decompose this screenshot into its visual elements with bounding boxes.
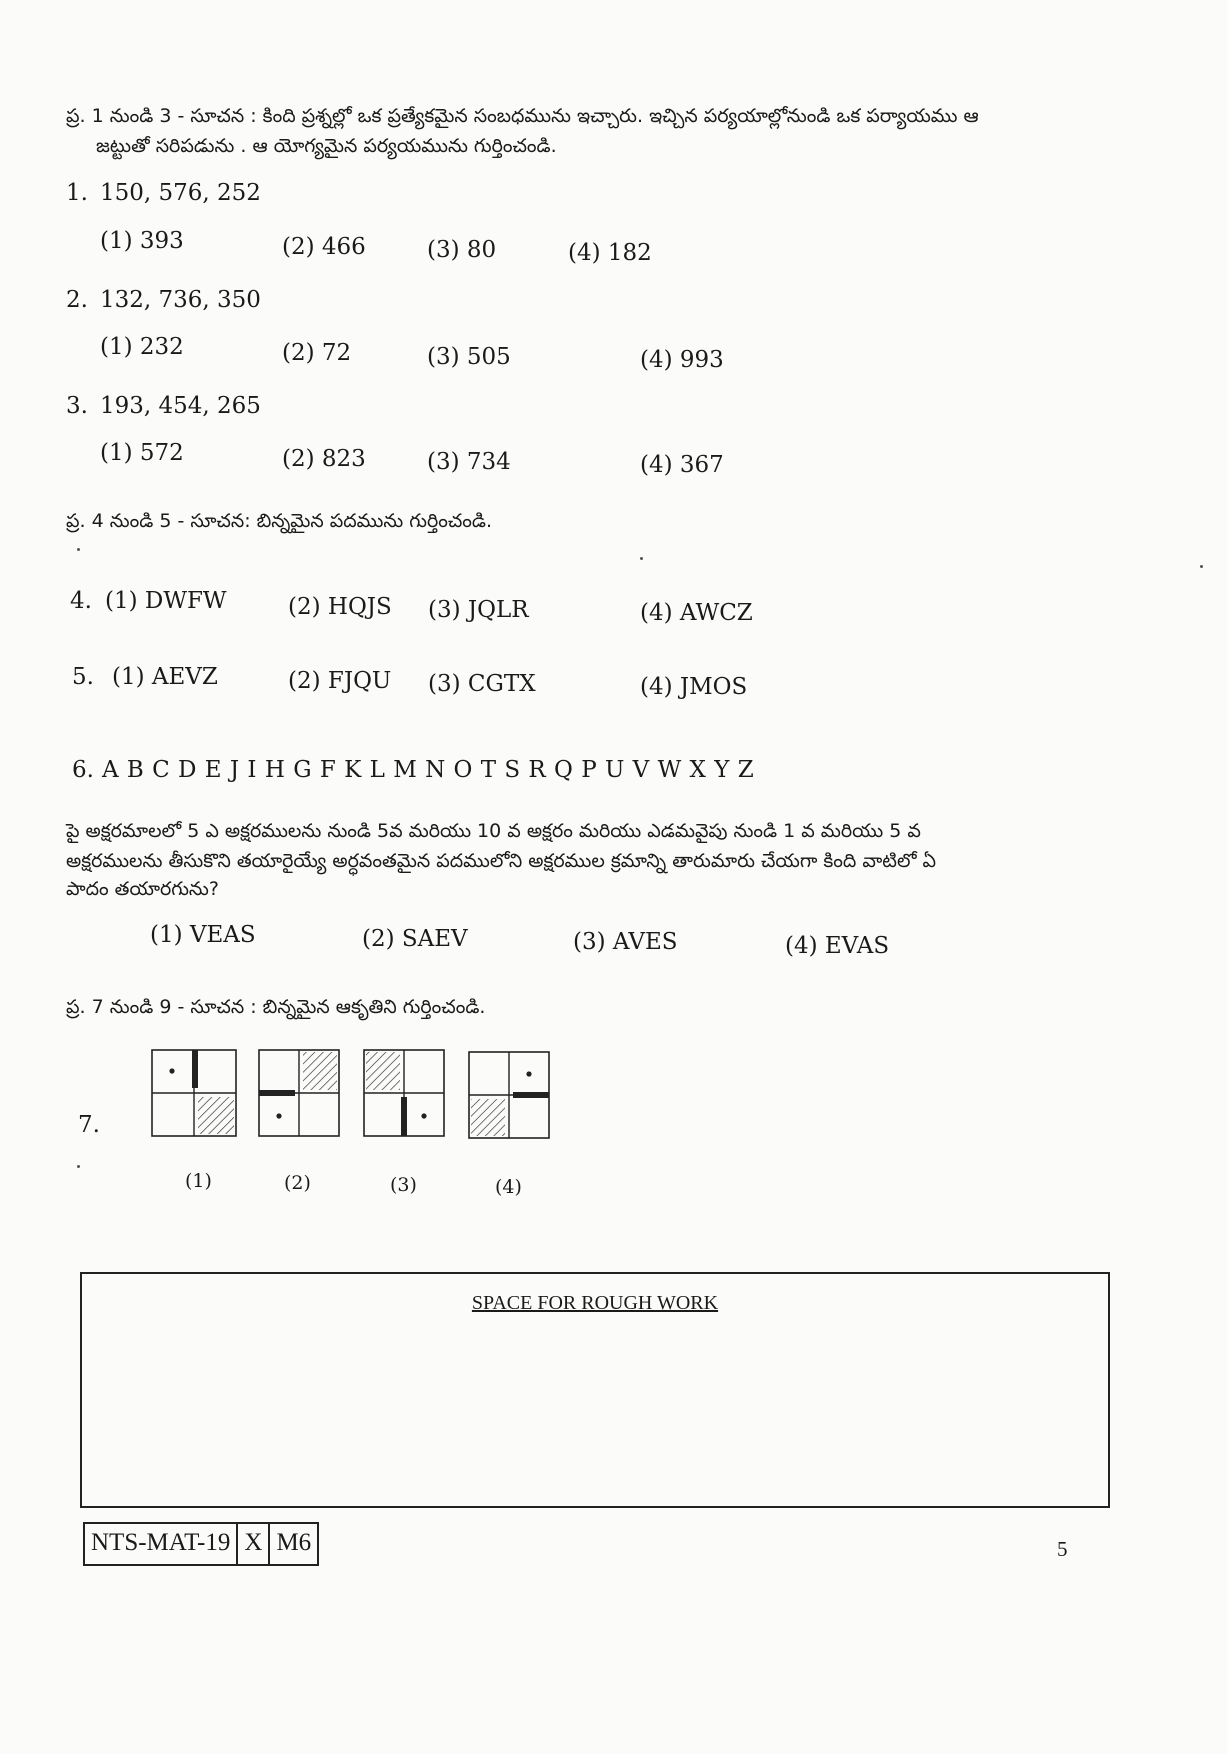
- question-number: 7.: [78, 1112, 100, 1138]
- figure-label: (4): [495, 1176, 522, 1198]
- question-text: 193, 454, 265: [100, 393, 261, 419]
- question-number: 3.: [66, 393, 88, 419]
- option: (2) 466: [282, 234, 366, 260]
- question-number: 1.: [66, 180, 88, 206]
- option: (3) 734: [427, 449, 511, 475]
- option: (3) CGTX: [428, 671, 536, 697]
- figure-4: [469, 1052, 549, 1138]
- instruction-q1-3-line2: జట్టుతో సరిపడును . ఆ యోగ్యమైన పర్యయమును గుర్తించండి.: [96, 135, 557, 157]
- option: (4) 993: [640, 347, 724, 373]
- figure-3: [364, 1050, 444, 1136]
- question-body-line1: పై అక్షరమాలలో 5 ఎ అక్షరములను నుండి 5వ మరియు 10 వ అక్షరం మరియు ఎడమవైపు నుండి 1 వ మరియు 5 వ: [66, 820, 921, 842]
- question-body-line3: పాదం తయారగును?: [66, 878, 219, 900]
- option: (2) FJQU: [288, 668, 392, 694]
- instruction-q4-5: ప్ర. 4 నుండి 5 - సూచన: బిన్నమైన పదమును గుర్తించండి.: [66, 510, 493, 532]
- option: (3) JQLR: [428, 597, 529, 623]
- section-code: X: [238, 1524, 270, 1564]
- option: (4) EVAS: [785, 933, 890, 959]
- option: (4) AWCZ: [640, 600, 753, 626]
- question-number: 4.: [70, 588, 92, 614]
- option: (1) 572: [100, 440, 184, 466]
- option: (4) 182: [568, 240, 652, 266]
- option: (3) 505: [427, 344, 511, 370]
- figure-1: [152, 1050, 236, 1136]
- question-body-line2: అక్షరములను తీసుకొని తయారైయ్యే అర్ధవంతమైన పదములోని అక్షరముల క్రమాన్ని తారుమారు చేయగా కింది వాటిలో ఏ: [66, 850, 937, 872]
- option: (3) AVES: [573, 929, 678, 955]
- option: (2) 823: [282, 446, 366, 472]
- figure-label: (1): [185, 1170, 212, 1192]
- option: (1) VEAS: [150, 922, 256, 948]
- paper-code: NTS-MAT-19: [85, 1524, 238, 1564]
- paper-code-box: [83, 1522, 319, 1566]
- alphabet-sequence: A B C D E J I H G F K L M N O T S R Q P U V W X Y Z: [102, 757, 755, 783]
- paper-id: M6: [276, 1529, 312, 1556]
- option: (1) AEVZ: [112, 664, 218, 690]
- option: (1) DWFW: [105, 588, 227, 614]
- question-number: 6.: [72, 757, 94, 783]
- option: (2) HQJS: [288, 594, 392, 620]
- figure-options-q7: [150, 1048, 560, 1140]
- question-number: 5.: [72, 664, 94, 690]
- figure-label: (2): [284, 1172, 311, 1194]
- option: (4) 367: [640, 452, 724, 478]
- question-text: 132, 736, 350: [100, 287, 261, 313]
- option: (2) 72: [282, 340, 352, 366]
- rough-work-title: SPACE FOR ROUGH WORK: [471, 1292, 719, 1314]
- question-number: 2.: [66, 287, 88, 313]
- option: (4) JMOS: [640, 674, 748, 700]
- option: (3) 80: [427, 237, 497, 263]
- option: (2) SAEV: [362, 926, 468, 952]
- figure-2: [259, 1050, 339, 1136]
- option: (1) 393: [100, 228, 184, 254]
- page-number: 5: [1057, 1537, 1068, 1561]
- question-text: 150, 576, 252: [100, 180, 261, 206]
- instruction-q1-3-line1: ప్ర. 1 నుండి 3 - సూచన : కింది ప్రశ్నల్లో ఒక ప్రత్యేకమైన సంబధమును ఇచ్చారు. ఇచ్చిన పర్యయాల్లోనుండి ఒక పర్యాయము ఆ: [66, 105, 979, 127]
- rough-work-box: [80, 1272, 1110, 1508]
- figure-label: (3): [390, 1174, 417, 1196]
- instruction-q7-9: ప్ర. 7 నుండి 9 - సూచన : బిన్నమైన ఆకృతిని గుర్తించండి.: [66, 996, 486, 1018]
- option: (1) 232: [100, 334, 184, 360]
